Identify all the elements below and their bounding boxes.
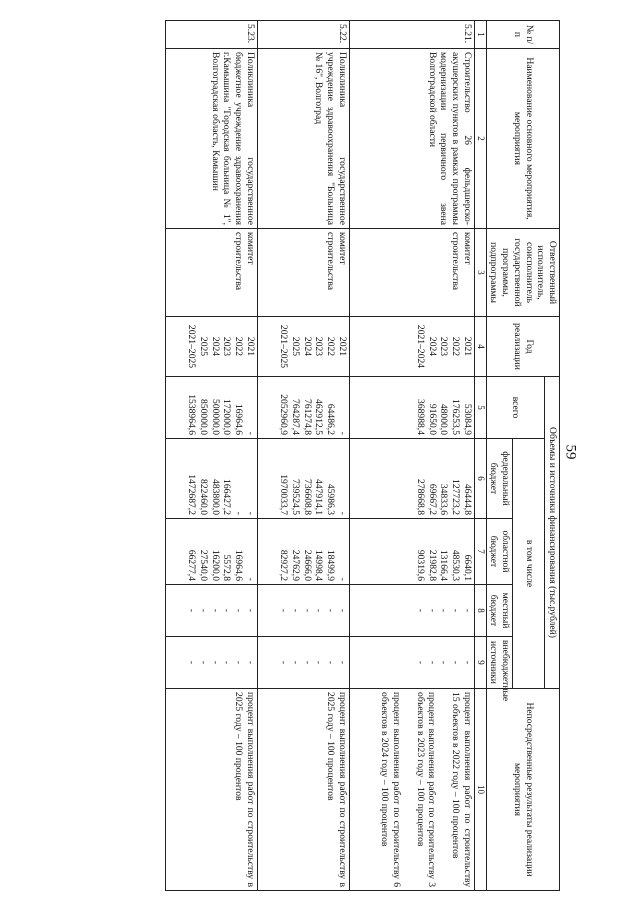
value: -	[415, 660, 426, 665]
col-regional-header: областной бюджет	[486, 519, 512, 585]
result-text: процент выполнения работ по строительству 3 объектов в 2023 году – 100 процентов	[414, 692, 438, 888]
value: -	[209, 608, 221, 613]
row-local	[349, 585, 474, 637]
row-regional	[349, 519, 474, 585]
value: 368988,4	[415, 399, 426, 435]
value: 822460,0	[198, 479, 209, 515]
row-executor: комитет строительства	[165, 229, 257, 317]
row-regional	[257, 519, 349, 585]
row-extra	[349, 637, 474, 689]
year: 2024	[301, 336, 313, 357]
value: -	[336, 577, 348, 581]
value: -	[290, 660, 301, 665]
value: -	[301, 608, 313, 613]
row-executor: комитет строительства	[257, 229, 349, 317]
col-federal-header: федеральный бюджет	[486, 439, 512, 519]
value: -	[336, 608, 348, 613]
value: 5572,8	[221, 554, 233, 581]
col-results-header: Непосредственные результаты реализации мероприятия	[486, 689, 559, 891]
row-results	[257, 689, 349, 891]
row-years	[165, 317, 257, 377]
value: -	[244, 511, 256, 515]
year: 2022	[325, 336, 337, 357]
value: -	[336, 431, 348, 435]
value: -	[198, 608, 209, 613]
year: 2021–2025	[186, 324, 198, 369]
year: 2023	[221, 336, 233, 357]
value: 1538964,6	[186, 394, 198, 435]
value: 91650,0	[426, 403, 438, 435]
value: -	[244, 660, 256, 665]
row-local	[257, 585, 349, 637]
value: -	[438, 608, 450, 613]
value: 24762,9	[290, 549, 301, 581]
subgroup-header: в том числе	[513, 439, 545, 689]
value: -	[221, 608, 233, 613]
col-name-header: Наименование основного мероприятия, мероприятия	[486, 49, 559, 229]
value: 736608,8	[301, 479, 313, 515]
value: -	[325, 660, 337, 665]
col-extra-header: внебюджетные источники	[486, 637, 512, 689]
value: -	[426, 608, 438, 613]
rotated-page	[112, 20, 560, 890]
year: 2021–2024	[415, 324, 426, 369]
col-number: 9	[474, 637, 486, 689]
value: -	[209, 660, 221, 665]
value: -	[244, 577, 256, 581]
value: 21982,8	[426, 549, 438, 581]
row-federal	[257, 439, 349, 519]
row-id: 5.21.	[349, 21, 474, 49]
value: -	[325, 608, 337, 613]
col-num-header: № п/п	[486, 21, 559, 49]
value: 14998,4	[313, 549, 325, 581]
value: 48530,3	[450, 549, 462, 581]
value: -	[426, 660, 438, 665]
value: 850000,0	[198, 399, 209, 435]
row-years	[257, 317, 349, 377]
value: 500000,0	[209, 399, 221, 435]
row-total	[165, 377, 257, 439]
value: -	[336, 511, 348, 515]
result-text: процент выполнения работ по строительству 6 объектов в 2024 году – 100 процентов	[379, 692, 402, 888]
row-total	[349, 377, 474, 439]
result-text: процент выполнения работ по строительству 15 объектов в 2022 году – 100 процентов	[450, 692, 473, 888]
row-local	[165, 585, 257, 637]
year: 2022	[233, 336, 245, 357]
year: 2025	[290, 336, 301, 357]
col-number: 3	[474, 229, 486, 317]
col-total-header: всего	[486, 377, 545, 439]
value: -	[313, 660, 325, 665]
year: 2021	[244, 336, 256, 357]
value: 1970033,7	[278, 474, 290, 515]
year: 2023	[438, 336, 450, 357]
col-number: 2	[474, 49, 486, 229]
value: 2052960,9	[278, 394, 290, 435]
value: -	[278, 660, 290, 665]
value: -	[450, 660, 462, 665]
value: -	[313, 608, 325, 613]
col-number: 5	[474, 377, 486, 439]
value: -	[415, 608, 426, 613]
value: -	[461, 660, 473, 665]
value: -	[301, 660, 313, 665]
value: 34833,6	[438, 483, 450, 515]
row-name: Поликлиника государственное учреждение здравоохранения "Больница № 16", Волгоград	[257, 49, 349, 229]
row-executor: комитет строительства	[349, 229, 474, 317]
value: -	[233, 608, 245, 613]
value: 27540,0	[198, 549, 209, 581]
value: -	[233, 511, 245, 515]
value: 13166,4	[438, 549, 450, 581]
col-number: 10	[474, 689, 486, 891]
row-years	[349, 317, 474, 377]
row-results	[165, 689, 257, 891]
year: 2025	[198, 336, 209, 357]
year: 2024	[426, 336, 438, 357]
value: 447914,1	[313, 479, 325, 515]
table-row	[257, 21, 349, 891]
year: 2024	[209, 336, 221, 357]
column-number-row	[474, 21, 486, 891]
value: 90319,6	[415, 549, 426, 581]
row-federal	[349, 439, 474, 519]
col-number: 1	[474, 21, 486, 49]
col-number: 4	[474, 317, 486, 377]
year: 2023	[313, 336, 325, 357]
row-results	[349, 689, 474, 891]
year: 2021	[461, 336, 473, 357]
value: -	[336, 660, 348, 665]
value: -	[290, 608, 301, 613]
value: 278668,8	[415, 479, 426, 515]
value: -	[450, 608, 462, 613]
value: -	[198, 660, 209, 665]
col-number: 8	[474, 585, 486, 637]
row-id: 5.22.	[257, 21, 349, 49]
value: 69667,2	[426, 483, 438, 515]
row-total	[257, 377, 349, 439]
value: -	[244, 608, 256, 613]
value: -	[233, 660, 245, 665]
value: -	[278, 608, 290, 613]
value: 764287,4	[290, 399, 301, 435]
col-local-header: местный бюджет	[486, 585, 512, 637]
value: 6640,1	[461, 554, 473, 581]
value: -	[461, 608, 473, 613]
value: 45986,3	[325, 483, 337, 515]
financing-table	[165, 20, 560, 891]
value: 24666,0	[301, 549, 313, 581]
value: -	[438, 660, 450, 665]
value: 16200,0	[209, 549, 221, 581]
year: 2021–2025	[278, 324, 290, 369]
page-number: 59	[562, 444, 579, 460]
value: 16964,6	[233, 403, 245, 435]
row-extra	[165, 637, 257, 689]
value: -	[186, 608, 198, 613]
value: 739524,5	[290, 479, 301, 515]
value: 16964,6	[233, 549, 245, 581]
value: 483800,0	[209, 479, 221, 515]
col-executor-header: Ответственный исполнитель, соисполнитель государственной программы, подпрограммы	[486, 229, 559, 317]
value: 172000,0	[221, 399, 233, 435]
row-federal	[165, 439, 257, 519]
value: 176253,5	[450, 399, 462, 435]
row-name: Строительство 26 фельдшерско-акушерских пунктов в рамках программы модернизации первичного звена Волгоградской области	[349, 49, 474, 229]
value: -	[186, 660, 198, 665]
value: 66277,4	[186, 549, 198, 581]
value: 64486,2	[325, 403, 337, 435]
value: 18499,9	[325, 549, 337, 581]
table-row	[165, 21, 257, 891]
table-row	[349, 21, 474, 891]
value: 53084,9	[461, 403, 473, 435]
row-extra	[257, 637, 349, 689]
header-row-1	[545, 21, 560, 891]
result-text: процент выполнения работ по строительству в 2025 году – 100 процентов	[233, 692, 256, 888]
value: 48000,0	[438, 403, 450, 435]
col-number: 7	[474, 519, 486, 585]
col-number: 6	[474, 439, 486, 519]
value: 166427,2	[221, 479, 233, 515]
row-id: 5.23.	[165, 21, 257, 49]
value: 127723,2	[450, 479, 462, 515]
result-text: процент выполнения работ по строительству в 2025 году – 100 процентов	[325, 692, 348, 888]
value: 761274,8	[301, 399, 313, 435]
value: -	[244, 431, 256, 435]
row-name: Поликлиника государственное бюджетное учреждение здравоохранения г.Камышина "Городская больница № 1", Волгоградская область, Камышин	[165, 49, 257, 229]
value: 82927,2	[278, 549, 290, 581]
value: 462912,5	[313, 399, 325, 435]
col-year-header: Год реализации	[486, 317, 559, 377]
value: -	[221, 660, 233, 665]
year: 2021	[336, 336, 348, 357]
row-regional	[165, 519, 257, 585]
year: 2022	[450, 336, 462, 357]
value: 1472687,2	[186, 474, 198, 515]
value: 46444,8	[461, 483, 473, 515]
financing-group-header: Объемы и источники финансирования (тыс.рублей)	[545, 377, 560, 689]
